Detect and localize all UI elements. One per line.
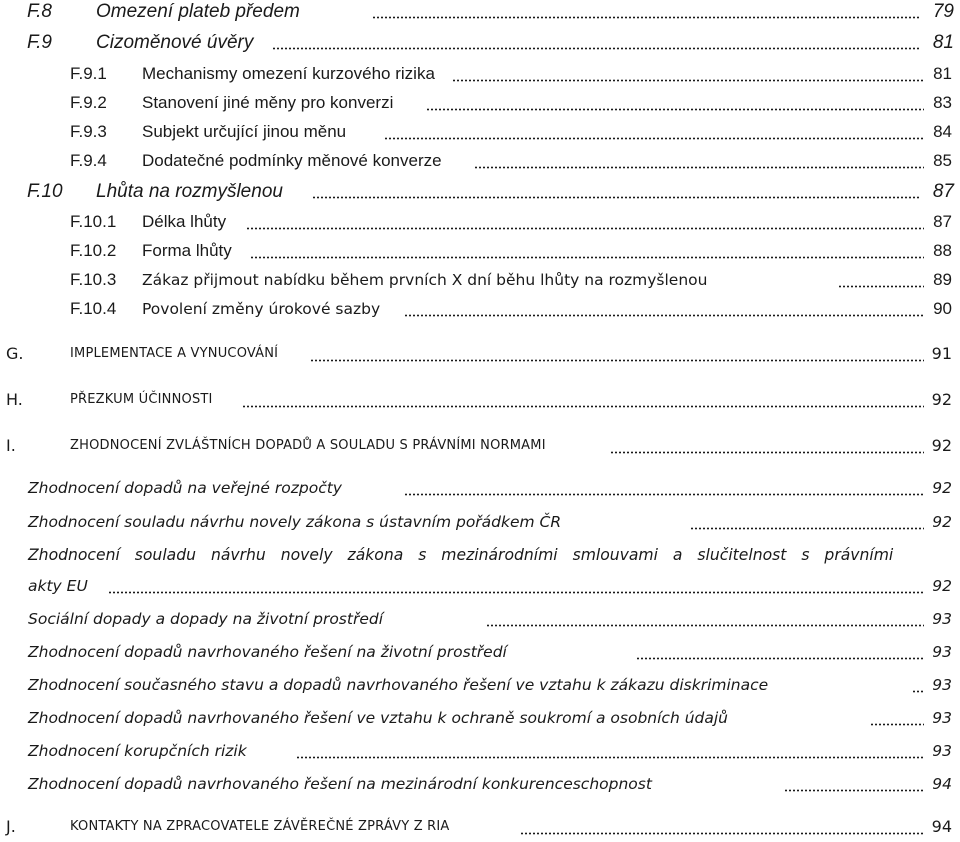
- toc-title: Forma lhůty: [142, 241, 232, 260]
- toc-page: 93: [932, 709, 952, 727]
- toc-title: akty EU: [28, 577, 88, 595]
- toc-page: 92: [931, 436, 952, 455]
- toc-page: 84: [933, 122, 952, 141]
- toc-page: 92: [932, 577, 952, 595]
- toc-number: F.9: [27, 32, 53, 53]
- dot-leader: [610, 451, 924, 454]
- dot-leader: [312, 196, 920, 199]
- toc-page: 90: [933, 299, 952, 318]
- toc-number: F.9.1: [70, 64, 107, 83]
- dot-leader: [250, 256, 924, 259]
- toc-entry[interactable]: [0, 670, 960, 700]
- toc-page: 81: [932, 32, 954, 53]
- toc-number: F.10: [27, 181, 63, 202]
- toc-page: 87: [932, 181, 954, 202]
- toc-entry[interactable]: [0, 339, 960, 369]
- dot-leader: [838, 285, 924, 288]
- toc-entry[interactable]: [0, 604, 960, 634]
- dot-leader: [246, 227, 924, 230]
- toc-entry[interactable]: [0, 637, 960, 667]
- toc-entry[interactable]: [0, 736, 960, 766]
- toc-title: Zhodnocení dopadů navrhovaného řešení ve vztahu k ochraně soukromí a osobních údajů: [28, 709, 728, 727]
- dot-leader: [404, 314, 924, 317]
- toc-number: J.: [6, 817, 16, 836]
- dot-leader: [690, 527, 924, 530]
- toc-entry[interactable]: [0, 88, 960, 118]
- dot-leader: [474, 166, 924, 169]
- toc-title: Lhůta na rozmyšlenou: [96, 181, 283, 202]
- toc-entry[interactable]: [0, 28, 960, 58]
- toc-page: 91: [931, 344, 952, 363]
- toc-page: 83: [933, 93, 952, 112]
- toc-number: H.: [6, 390, 23, 409]
- toc-title: Zhodnocení dopadů na veřejné rozpočty: [28, 479, 342, 497]
- toc-title: ZHODNOCENÍ ZVLÁŠTNÍCH DOPADŮ A SOULADU S PRÁVNÍMI NORMAMI: [70, 438, 546, 453]
- toc-title: Zhodnocení korupčních rizik: [28, 742, 247, 760]
- toc-entry[interactable]: [0, 507, 960, 537]
- toc-title: Zhodnocení současného stavu a dopadů navrhovaného řešení ve vztahu k zákazu diskriminace: [28, 676, 769, 694]
- dot-leader: [272, 47, 920, 50]
- toc-page: 88: [933, 241, 952, 260]
- toc-page: 92: [932, 479, 952, 497]
- dot-leader: [636, 657, 924, 660]
- toc-page: 93: [932, 742, 952, 760]
- toc-title: Subjekt určující jinou měnu: [142, 122, 347, 141]
- toc-title: IMPLEMENTACE A VYNUCOVÁNÍ: [70, 346, 279, 361]
- dot-leader: [912, 690, 924, 693]
- dot-leader: [296, 756, 924, 759]
- dot-leader: [108, 591, 924, 594]
- toc-title: Dodatečné podmínky měnové konverze: [142, 151, 442, 170]
- dot-leader: [784, 789, 924, 792]
- toc-title: Stanovení jiné měny pro konverzi: [142, 93, 394, 112]
- toc-title: PŘEZKUM ÚČINNOSTI: [70, 392, 213, 407]
- toc-title: Zákaz přijmout nabídku během prvních X dní běhu lhůty na rozmyšlenou: [142, 271, 708, 289]
- toc-page: 92: [931, 390, 952, 409]
- toc-entry[interactable]: [0, 265, 960, 295]
- toc-entry[interactable]: [0, 812, 960, 842]
- toc-page: 94: [932, 775, 952, 793]
- dot-leader: [426, 108, 924, 111]
- toc-title: Zhodnocení dopadů navrhovaného řešení na životní prostředí: [28, 643, 507, 661]
- toc-page: 81: [933, 64, 952, 83]
- toc-title: Omezení plateb předem: [96, 1, 300, 22]
- toc-page: 79: [932, 1, 954, 22]
- dot-leader: [486, 624, 924, 627]
- toc-entry[interactable]: [0, 385, 960, 415]
- toc-number: F.9.3: [70, 122, 107, 141]
- toc-title: Délka lhůty: [142, 212, 227, 231]
- toc-number: F.10.3: [70, 270, 117, 289]
- toc-entry[interactable]: [0, 207, 960, 237]
- toc-entry[interactable]: [0, 294, 960, 324]
- dot-leader: [384, 137, 924, 140]
- toc-entry[interactable]: [0, 177, 960, 207]
- toc-page: 93: [932, 643, 952, 661]
- toc-title: Zhodnocení souladu návrhu novely zákona s mezinárodními smlouvami a slučitelnost s právními: [28, 546, 894, 564]
- toc-entry[interactable]: [0, 703, 960, 733]
- toc-entry[interactable]: [0, 571, 960, 601]
- toc-entry[interactable]: [0, 146, 960, 176]
- toc-entry[interactable]: [0, 431, 960, 461]
- toc-entry[interactable]: [0, 0, 960, 27]
- toc-page: 87: [933, 212, 952, 231]
- toc-entry[interactable]: [0, 236, 960, 266]
- toc-number: F.10.2: [70, 241, 117, 260]
- toc-page: 89: [933, 270, 952, 289]
- toc-page: 85: [933, 151, 952, 170]
- toc-number: F.9.2: [70, 93, 107, 112]
- toc-entry[interactable]: [0, 473, 960, 503]
- toc-page: 92: [932, 513, 952, 531]
- toc-number: G.: [6, 344, 24, 363]
- dot-leader: [452, 79, 924, 82]
- toc-title: Zhodnocení souladu návrhu novely zákona s ústavním pořádkem ČR: [28, 513, 562, 531]
- toc-number: F.8: [27, 1, 53, 22]
- toc-number: F.10.4: [70, 299, 117, 318]
- toc-page: 94: [931, 817, 952, 836]
- toc-entry[interactable]: [0, 59, 960, 89]
- dot-leader: [372, 16, 920, 19]
- toc-page: 93: [932, 610, 952, 628]
- toc-number: F.10.1: [70, 212, 117, 231]
- toc-page: 93: [932, 676, 952, 694]
- dot-leader: [242, 405, 924, 408]
- toc-title: Mechanismy omezení kurzového rizika: [142, 64, 435, 83]
- dot-leader: [870, 723, 924, 726]
- dot-leader: [404, 493, 924, 496]
- toc-title: Sociální dopady a dopady na životní prostředí: [28, 610, 384, 628]
- toc-entry[interactable]: [0, 540, 960, 570]
- toc-title: KONTAKTY NA ZPRACOVATELE ZÁVĚREČNÉ ZPRÁVY Z RIA: [70, 819, 450, 834]
- toc-entry[interactable]: [0, 117, 960, 147]
- dot-leader: [310, 359, 924, 362]
- toc-entry[interactable]: [0, 769, 960, 799]
- toc-number: F.9.4: [70, 151, 107, 170]
- toc-number: I.: [6, 436, 16, 455]
- toc-title: Cizoměnové úvěry: [96, 32, 254, 53]
- toc-title: Povolení změny úrokové sazby: [142, 300, 381, 318]
- toc-title: Zhodnocení dopadů navrhovaného řešení na mezinárodní konkurenceschopnost: [28, 775, 652, 793]
